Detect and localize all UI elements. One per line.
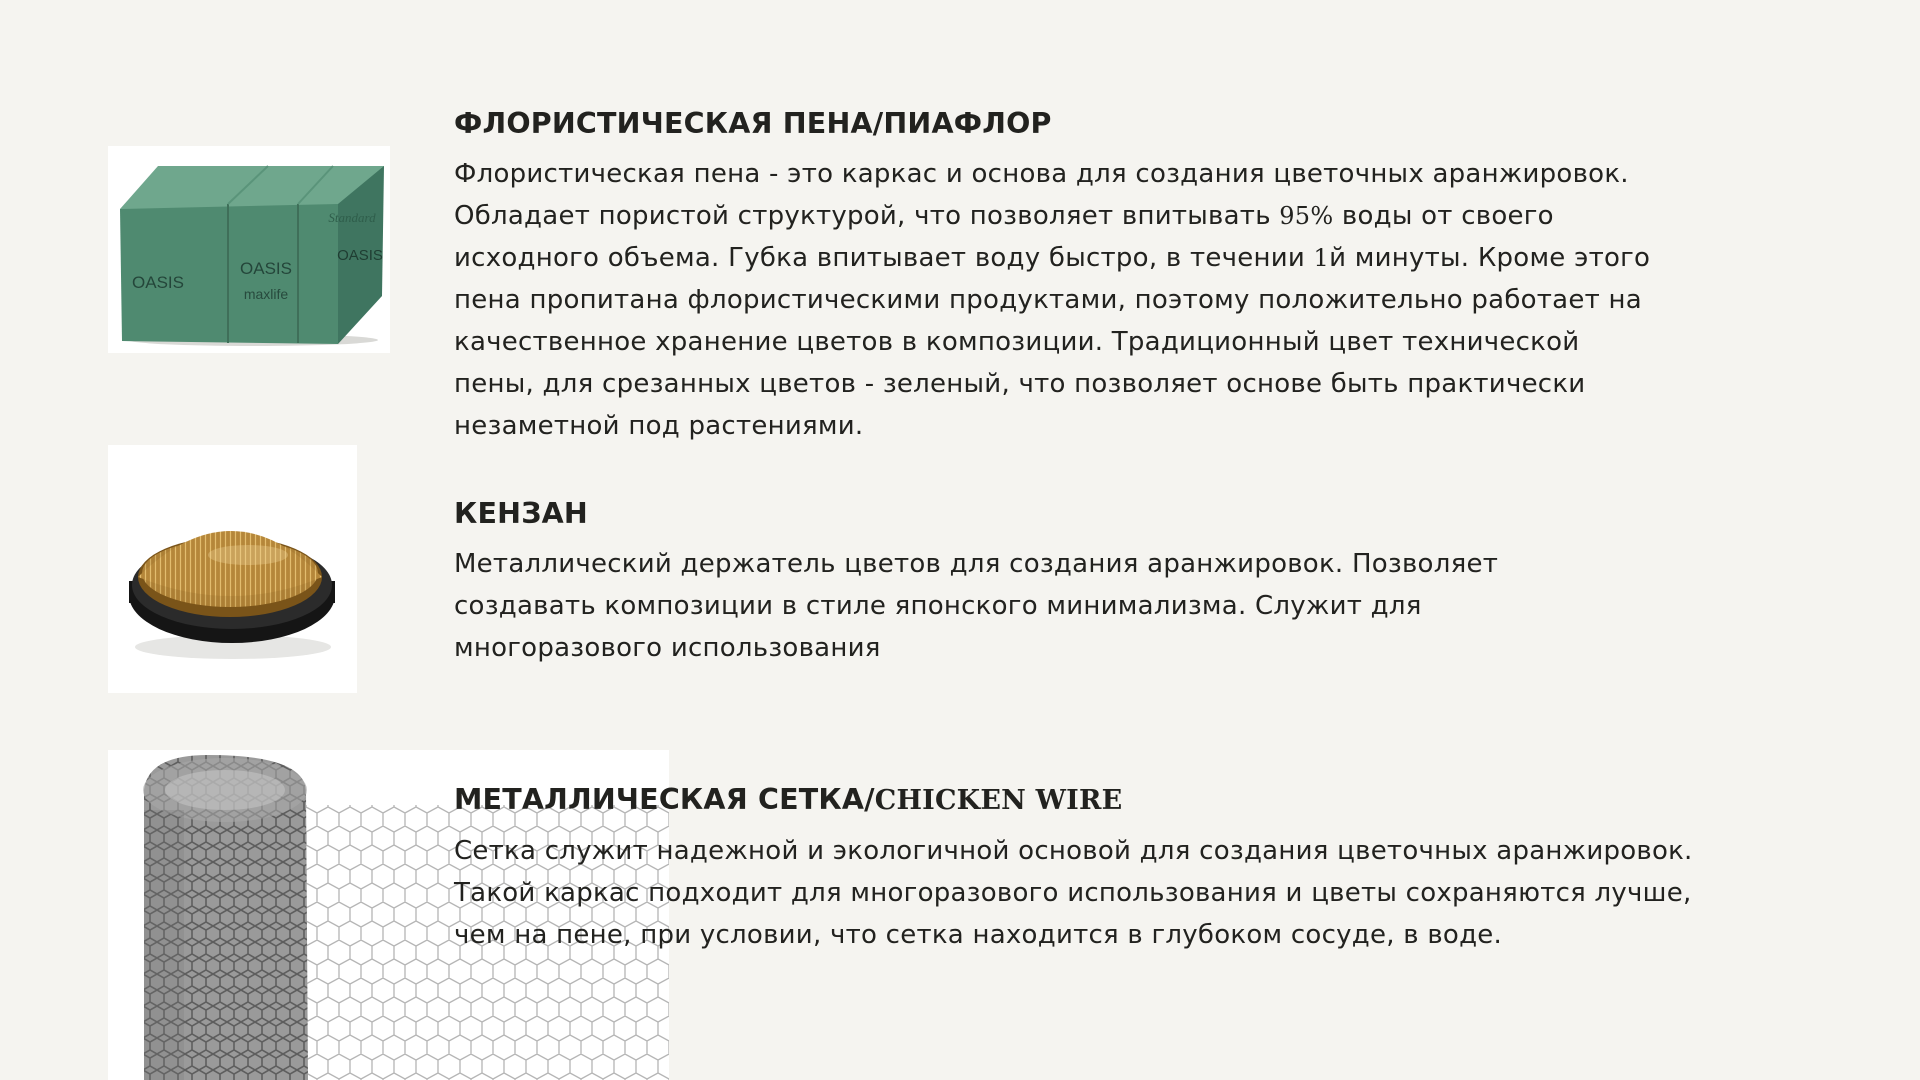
section-title-floral-foam: ФЛОРИСТИЧЕСКАЯ ПЕНА/ПИАФЛОР xyxy=(454,107,1052,140)
body-line xyxy=(454,237,1754,279)
section-title-kenzan: КЕНЗАН xyxy=(454,497,588,530)
section-floral-foam xyxy=(454,104,1754,447)
floral-foam-brick-icon xyxy=(108,146,390,353)
section-kenzan xyxy=(454,494,1654,669)
kenzan-image xyxy=(108,445,357,693)
svg-text:OASIS: OASIS xyxy=(132,273,184,292)
section-chicken-wire xyxy=(454,780,1754,956)
body-line-part: Обладает пористой структурой, что позволяет впитывать xyxy=(454,201,1280,231)
section-body-kenzan xyxy=(454,543,1654,669)
body-line: Металлический держатель цветов для создания аранжировок. Позволяет xyxy=(454,549,1499,579)
body-line-part: й минуты. Кроме этого xyxy=(1329,243,1651,273)
section-title-chicken-wire xyxy=(454,780,1754,821)
body-line-part: воды от своего xyxy=(1333,201,1554,231)
body-line: качественное хранение цветов в композиции. Традиционный цвет технической xyxy=(454,327,1580,357)
body-line: чем на пене, при условии, что сетка находится в глубоком сосуде, в воде. xyxy=(454,920,1503,950)
body-line xyxy=(454,195,1754,237)
body-line: незаметной под растениями. xyxy=(454,411,864,441)
title-cyrillic: МЕТАЛЛИЧЕСКАЯ СЕТКА/ xyxy=(454,783,875,816)
title-latin: CHICKEN WIRE xyxy=(874,785,1123,816)
svg-text:maxlife: maxlife xyxy=(243,286,289,302)
body-line: Сетка служит надежной и экологичной основой для создания цветочных аранжировок. xyxy=(454,836,1693,866)
svg-text:OASIS: OASIS xyxy=(240,259,292,278)
body-line: Флористическая пена - это каркас и основа для создания цветочных аранжировок. xyxy=(454,159,1629,189)
section-body-chicken-wire xyxy=(454,830,1754,956)
svg-text:OASIS: OASIS xyxy=(337,247,383,264)
svg-text:Standard: Standard xyxy=(328,210,376,225)
body-line: пены, для срезанных цветов - зеленый, что позволяет основе быть практически xyxy=(454,369,1586,399)
section-body-floral-foam xyxy=(454,153,1754,447)
body-line: Такой каркас подходит для многоразового использования и цветы сохраняются лучше, xyxy=(454,878,1692,908)
body-line: многоразового использования xyxy=(454,633,881,663)
percent-value: 95% xyxy=(1279,202,1334,230)
kenzan-pin-holder-icon xyxy=(108,445,357,693)
number-value: 1 xyxy=(1313,244,1330,272)
body-line-part: исходного объема. Губка впитывает воду быстро, в течении xyxy=(454,243,1314,273)
body-line: пена пропитана флористическими продуктами, поэтому положительно работает на xyxy=(454,285,1642,315)
body-line: создавать композиции в стиле японского минимализма. Служит для xyxy=(454,591,1422,621)
floral-foam-image xyxy=(108,146,390,353)
